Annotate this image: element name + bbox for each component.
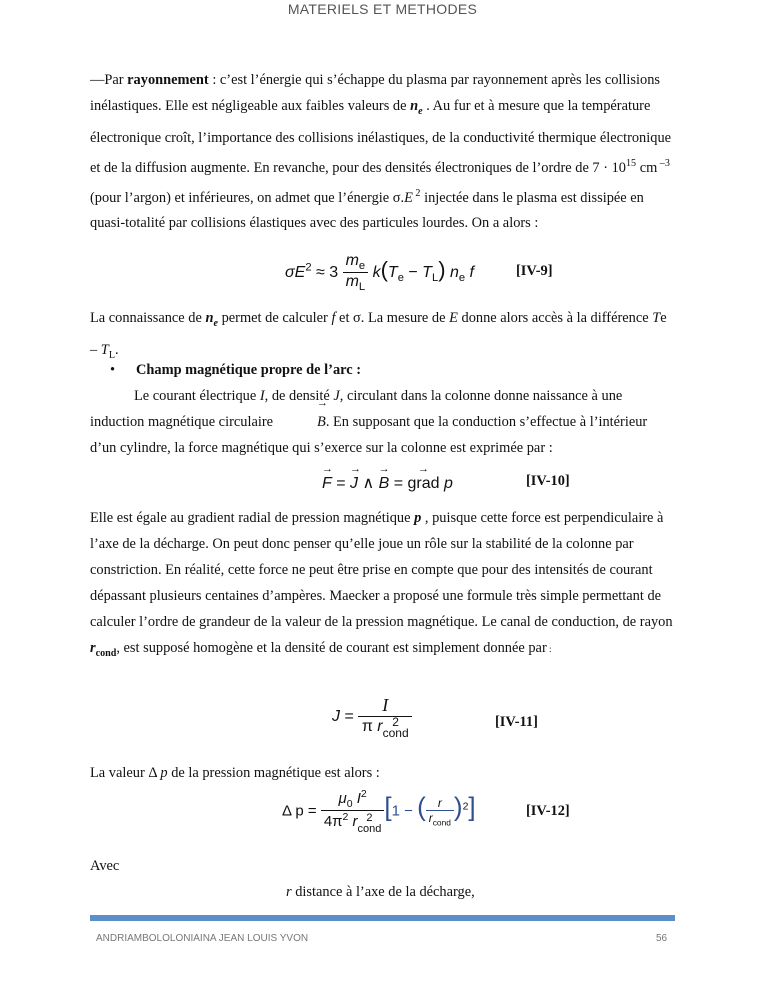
avec-label: Avec — [90, 858, 120, 874]
equation-iv-10: → F = → J ∧ → B = → grad p — [322, 473, 453, 493]
footer-author: ANDRIAMBOLOLONIAINA JEAN LOUIS YVON — [96, 933, 309, 944]
equation-label-iv-12: [IV-12] — [526, 803, 570, 819]
paragraph-courant: Le courant électrique I, de densité J, circulant dans la colonne donne naissance à une induction magnétique circulaire→ B. En supposant que la conduction s’effectue à l’intérieur d’un cylindre, la force magnétique qui s’exerce sur la colonne est exprimée par : — [90, 383, 675, 461]
paragraph-valeur: La valeur Δ p de la pression magnétique est alors : — [90, 765, 380, 781]
equation-label-iv-11: [IV-11] — [495, 714, 538, 730]
equation-label-iv-10: [IV-10] — [526, 473, 570, 489]
bold-rayonnement: rayonnement — [127, 72, 209, 88]
footer-page-number: 56 — [656, 933, 668, 944]
bullet-title: Champ magnétique propre de l’arc : — [136, 362, 362, 378]
equation-label-iv-9: [IV-9] — [516, 263, 553, 279]
equation-iv-11: J = I π r 2 cond — [332, 695, 412, 739]
definition-r: r distance à l’axe de la décharge, — [286, 884, 475, 900]
equation-iv-12: Δ p = $\mu_0$ $I^2$ $4\pi^2$ r 2 cond [1 − ( $\frac{r}{r_{cond}}$ )$^2$] — [282, 788, 476, 835]
paragraph-gradient: Elle est égale au gradient radial de pression magnétique p , puisque cette force est perpendiculaire à l’axe de la décharge. On peut donc penser qu’elle joue un rôle sur la stabilité de la colonne par constriction. En réalité, cette force ne peut être prise en compte que pour des intensités de courant dépassant plusieurs centaines d’ampères. Maecker a proposé une formule très simple permettant de calculer l’ordre de grandeur de la valeur de la pression magnétique. Le canal de conduction, de rayon $r_{cond}$, est supposé homogène et la densité de courant est simplement donnée par : — [90, 510, 673, 659]
bullet-dot: • — [110, 362, 116, 378]
paragraph-connaissance: La connaissance de $n_e$ permet de calculer f et σ. La mesure de E donne alors accès à la différence Te – $T_L$. — [90, 310, 667, 361]
paragraph-rayonnement: —Par rayonnement : c’est l’énergie qui s’échappe du plasma par rayonnement après les collisions inélastiques. Elle est négligeable aux faibles valeurs de $n_e$ . Au fur et à mesure que la température électronique croît, l’importance des collisions inélastiques, de la conductivité thermique électronique et de la diffusion augmente. En revanche, pour des densités électroniques de l’ordre de $7 \cdot 10^{15}$ cm $^{-3}$ (pour l’argon) et inférieures, on admet que l’énergie σ.E $^2$ injectée dans le plasma est dissipée en quasi-totalité par collisions élastiques avec des particules lourdes. On a alors : — [90, 72, 672, 232]
page-header: MATERIELS ET METHODES — [287, 1, 478, 17]
footer-rule — [90, 915, 675, 921]
equation-iv-9: $\sigma E^2 \approx 3$ $\frac{m_e}{m_L}$ $k(T_e - T_L)$ $n_e$ f — [285, 252, 474, 294]
